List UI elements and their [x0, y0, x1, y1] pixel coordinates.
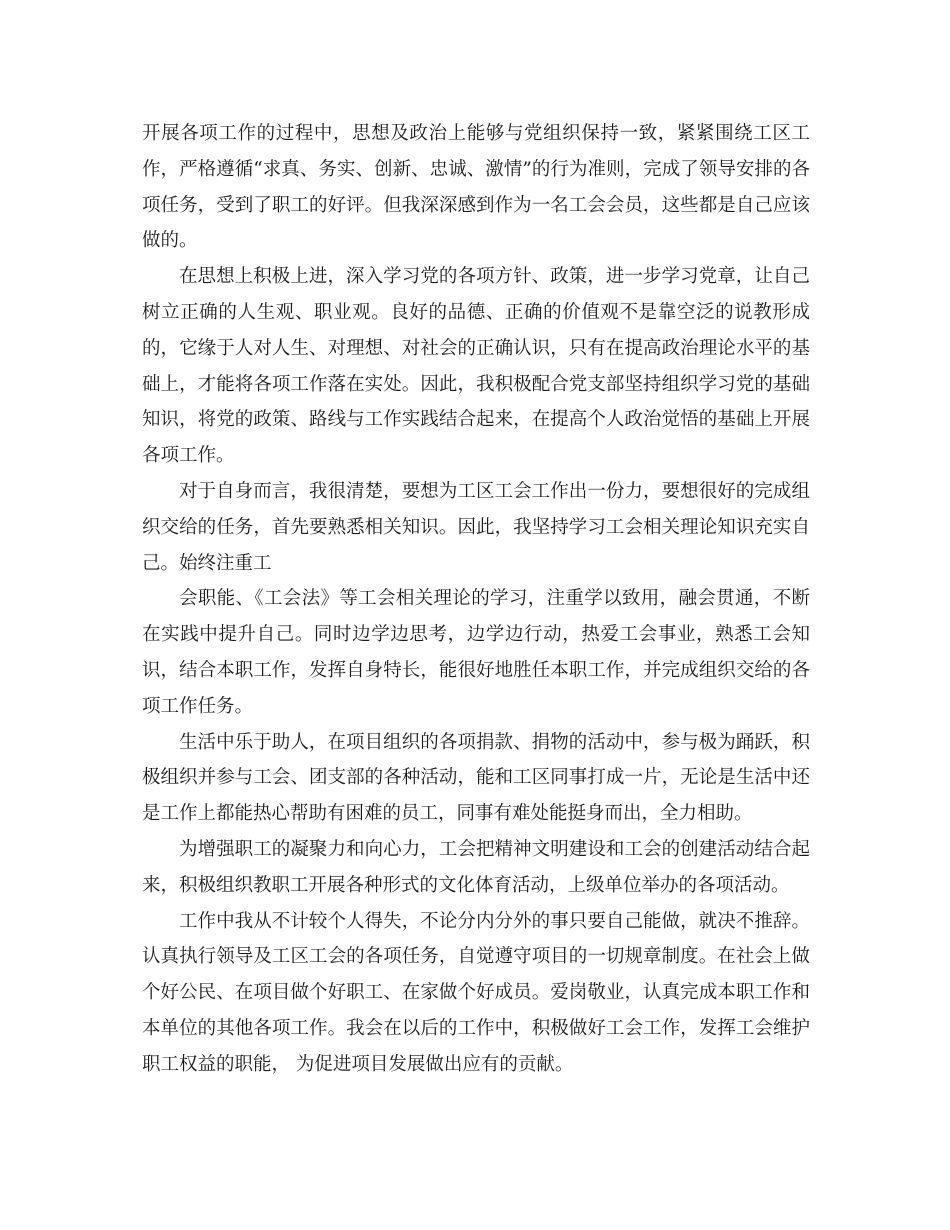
paragraph-work-attitude: 工作中我从不计较个人得失，不论分内分外的事只要自己能做，就决不推辞。认真执行领导及工区工会的各项任务，自觉遵守项目的一切规章制度。在社会上做个好公民、在项目做个好职工、在家做个好成员。爱岗敬业，认真完成本职工作和本单位的其他各项工作。我会在以后的工作中，积极做好工会工作，发挥工会维护职工权益的职能， 为促进项目发展做出应有的贡献。	[142, 910, 810, 1075]
document-body	[142, 116, 810, 1083]
paragraph-union-theory: 会职能、《工会法》等工会相关理论的学习，注重学以致用，融会贯通，不断在实践中提升自己。同时边学边思考，边学边行动，热爱工会事业，熟悉工会知识，结合本职工作，发挥自身特长，能很好地胜任本职工作，并完成组织交给的各项工作任务。	[142, 588, 810, 717]
paragraph-self-study: 对于自身而言，我很清楚，要想为工区工会工作出一份力，要想很好的完成组织交给的任务，首先要熟悉相关知识。因此，我坚持学习工会相关理论知识充实自己。始终注重工	[142, 480, 810, 574]
paragraph-continuation: 开展各项工作的过程中，思想及政治上能够与党组织保持一致，紧紧围绕工区工作，严格遵循“求真、务实、创新、忠诚、激情”的行为准则，完成了领导安排的各项任务，受到了职工的好评。但我深深感到作为一名工会会员，这些都是自己应该做的。	[142, 123, 810, 252]
paragraph-ideology: 在思想上积极上进，深入学习党的各项方针、政策，进一步学习党章，让自己树立正确的人生观、职业观。良好的品德、正确的价值观不是靠空泛的说教形成的，它缘于人对人生、对理想、对社会的正确认识，只有在提高政治理论水平的基础上，才能将各项工作落在实处。因此，我积极配合党支部坚持组织学习党的基础知识，将党的政策、路线与工作实践结合起来，在提高个人政治觉悟的基础上开展各项工作。	[142, 266, 810, 467]
paragraph-helping-others: 生活中乐于助人，在项目组织的各项捐款、捐物的活动中，参与极为踊跃，积极组织并参与工会、团支部的各种活动，能和工区同事打成一片，无论是生活中还是工作上都能热心帮助有困难的员工，同事有难处能挺身而出，全力相助。	[142, 731, 810, 825]
paragraph-cohesion: 为增强职工的凝聚力和向心力，工会把精神文明建设和工会的创建活动结合起来，积极组织教职工开展各种形式的文化体育活动，上级单位举办的各项活动。	[142, 838, 810, 896]
